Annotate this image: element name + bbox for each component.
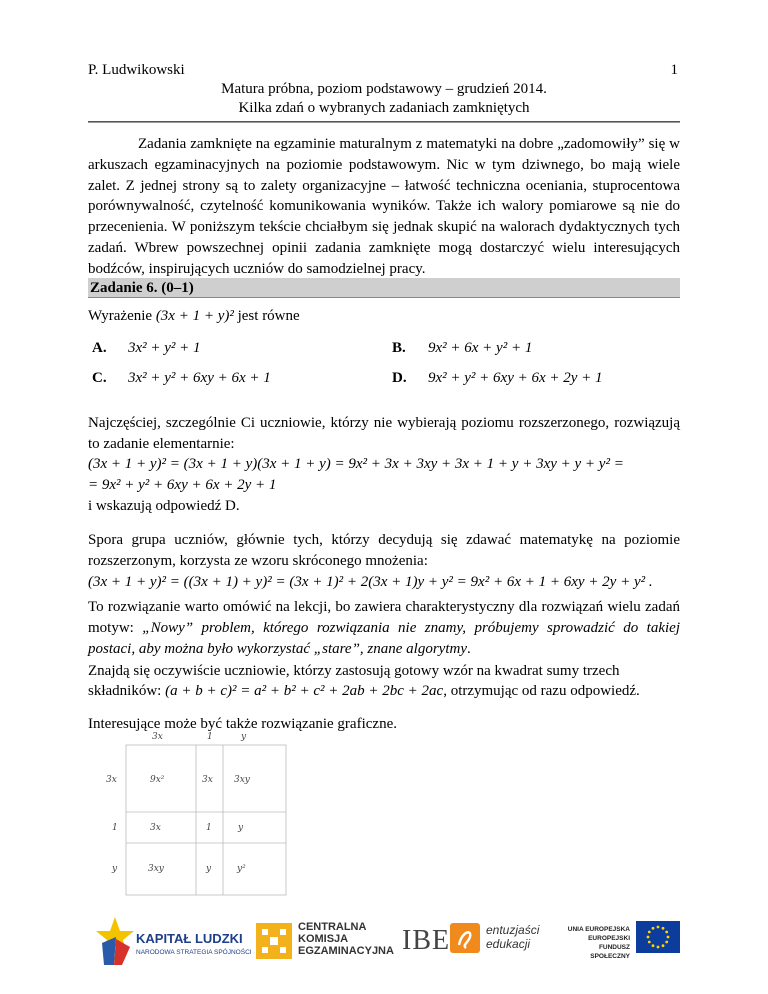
cke-text — [298, 921, 394, 957]
grid-lines — [100, 731, 290, 911]
graphical-grid — [100, 731, 290, 911]
answer-d-text: i wskazują odpowiedź D. — [88, 498, 240, 514]
entuzjasci-line2: edukacji — [486, 937, 531, 951]
intro-paragraph: Zadania zamknięte na egzaminie maturalnym z matematyki na dobre „zadomowiły” się w arkuszach egzaminacyjnych na poziomie podstawowym. Nic w tym dziwnego, bo mają wiele zalet. Z jednej strony są to zalety organizacyjne – łatwość techniczna oceniania, stuprocentowa porównywalność, czytelność komunikowania wyników. Także ich walory pomiarowe są nie do przecenienia. W poniższym tekście chciałbym się jednak skupić na walorach dydaktycznych tych zadań. Wbrew powszechnej opinii zadania zamknięte mogą dostarczyć wielu interesujących bodźców, inspirujących uczniów do samodzielnej pracy. — [88, 136, 680, 277]
option-c-expr: 3x² + y² + 6xy + 6x + 1 — [128, 370, 271, 386]
cell-3x-a: 3x — [202, 775, 213, 785]
cell-3xy-b: 3xy — [148, 864, 164, 874]
col-header-1: 1 — [207, 732, 213, 742]
three-terms-prefix: składników: — [88, 683, 162, 699]
motif-end: . — [467, 640, 471, 657]
header-title-line2: Kilka zdań o wybranych zadaniach zamkniętych — [238, 100, 530, 116]
eu-flag-icon — [636, 921, 680, 953]
prompt-expression: (3x + 1 + y)² — [155, 308, 234, 324]
cke-line3: EGZAMINACYJNA — [298, 945, 394, 957]
kapital-ludzki-subtitle: NARODOWA STRATEGIA SPÓJNOŚCI — [136, 949, 252, 956]
row-header-3x: 3x — [106, 775, 117, 785]
option-b-expr: 9x² + 6x + y² + 1 — [428, 340, 533, 356]
entuzjasci-icon — [450, 923, 480, 953]
page-number: 1 — [670, 62, 678, 78]
cell-1: 1 — [206, 823, 212, 833]
footer-logos — [88, 915, 680, 975]
paragraph-three-terms-line1: Znajdą się oczywiście uczniowie, którzy zastosują gotowy wzór na kwadrat sumy trzech — [88, 663, 620, 679]
prompt-prefix: Wyrażenie — [88, 308, 153, 324]
option-c-letter: C. — [92, 370, 107, 386]
motif-italic: „Nowy” problem, którego rozwiązania nie znamy, próbujemy sprowadzić do takiej postaci, aby można było wykorzystać „stare”, znane algorytmy — [88, 619, 680, 657]
equation-2: (3x + 1 + y)² = ((3x + 1) + y)² = (3x + 1)² + 2(3x + 1)y + y² = 9x² + 6x + 1 + 6xy + 2y + y² . — [88, 574, 653, 590]
equation-1a: (3x + 1 + y)² = (3x + 1 + y)(3x + 1 + y) = 9x² + 3x + 3xy + 3x + 1 + y + 3xy + y + y² = — [88, 456, 624, 472]
ue-line3: FUNDUSZ SPOŁECZNY — [590, 944, 630, 960]
paragraph-graphical: Interesujące może być także rozwiązanie graficzne. — [88, 716, 397, 732]
three-terms-suffix: , otrzymując od razu odpowiedź. — [443, 683, 640, 699]
ue-line2: EUROPEJSKI — [588, 935, 630, 942]
option-a — [92, 340, 107, 357]
cell-3xy-a: 3xy — [234, 775, 250, 785]
motif-normal: To rozwiązanie warto omówić na lekcji, bo zawiera charakterystyczny dla rozwiązań wielu zadań motyw: — [88, 599, 680, 636]
option-a-letter: A. — [92, 340, 107, 356]
option-d-letter: D. — [392, 370, 407, 386]
cell-9x2: 9x² — [150, 775, 165, 785]
task-prompt — [88, 308, 300, 325]
cke-line1: CENTRALNA — [298, 921, 367, 933]
paragraph-extended: Spora grupa uczniów, głównie tych, którzy decydują się zdawać matematykę na poziomie rozszerzonym, korzysta ze wzoru skróconego mnożenia: — [88, 532, 680, 569]
entuzjasci-text — [486, 923, 539, 951]
header-title-line1: Matura próbna, poziom podstawowy – grudzień 2014. — [221, 81, 547, 97]
three-terms-formula: (a + b + c)² = a² + b² + c² + 2ab + 2bc + 2ac — [165, 683, 444, 699]
cell-y-a: y — [238, 823, 244, 833]
header-rule — [88, 121, 680, 123]
paragraph-elementary: Najczęściej, szczególnie Ci uczniowie, którzy nie wybierają poziomu rozszerzonego, rozwiązują to zadanie elementarnie: — [88, 415, 680, 452]
option-a-expr: 3x² + y² + 1 — [128, 340, 201, 356]
task-title: Zadanie 6. (0–1) — [88, 278, 680, 298]
entuzjasci-line1: entuzjaści — [486, 923, 540, 937]
header-author: P. Ludwikowski — [88, 62, 185, 78]
cell-3x-b: 3x — [150, 823, 161, 833]
paragraph-motif — [88, 597, 680, 659]
cell-y-b: y — [206, 864, 212, 874]
col-header-y: y — [241, 732, 247, 742]
ibe-logo-text: IBE — [402, 925, 451, 956]
row-header-1: 1 — [112, 823, 118, 833]
ue-line1: UNIA EUROPEJSKA — [567, 926, 630, 933]
option-c — [92, 370, 107, 387]
cke-icon — [256, 923, 292, 959]
col-header-3x: 3x — [152, 732, 163, 742]
equation-1b: = 9x² + y² + 6xy + 6x + 2y + 1 — [88, 477, 277, 493]
kapital-ludzki-icon — [96, 915, 134, 967]
paragraph-three-terms-line2 — [88, 683, 640, 700]
kapital-ludzki-title: KAPITAŁ LUDZKI — [136, 931, 243, 946]
prompt-suffix: jest równe — [237, 308, 300, 324]
ue-text — [564, 925, 630, 961]
option-b — [392, 340, 406, 357]
option-d-expr: 9x² + y² + 6xy + 6x + 2y + 1 — [428, 370, 603, 386]
option-b-letter: B. — [392, 340, 406, 356]
cke-line2: KOMISJA — [298, 933, 349, 945]
option-d — [392, 370, 407, 387]
cell-y2: y² — [237, 864, 246, 874]
row-header-y: y — [112, 864, 118, 874]
